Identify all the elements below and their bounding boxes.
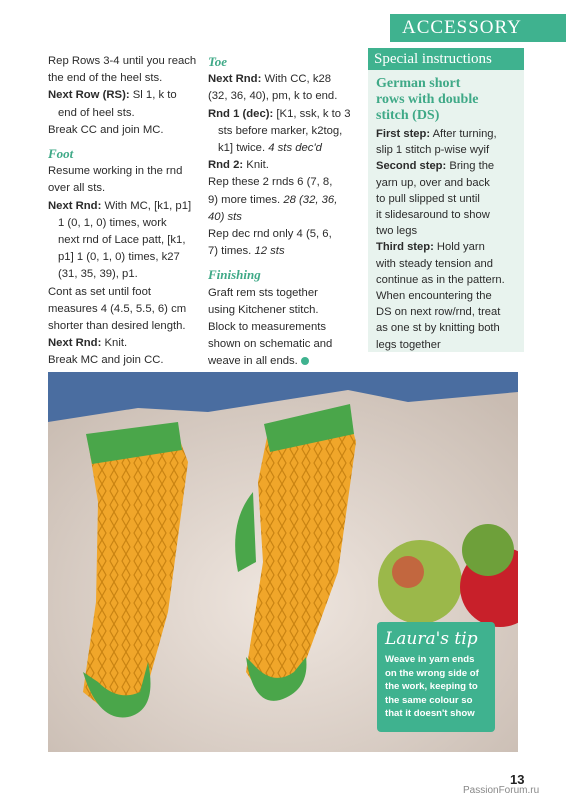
text-line: Sl 1, k to xyxy=(129,89,177,102)
text-line: German short xyxy=(376,76,461,91)
text-line: to pull slipped st until xyxy=(376,192,480,205)
text-line: with steady tension and xyxy=(376,257,493,270)
text-line: measures 4 (4.5, 5.5, 6) cm xyxy=(48,302,187,315)
text-line: over all sts. xyxy=(48,182,106,195)
text-line: Knit. xyxy=(243,159,269,172)
instruction xyxy=(376,126,518,142)
text-line: two legs xyxy=(376,225,418,238)
instruction xyxy=(208,157,358,174)
instruction-label: Next Rnd: xyxy=(48,337,102,350)
text-line: Block to measurements xyxy=(208,321,327,334)
text-line: Graft rem sts together xyxy=(208,286,318,299)
text-line: next rnd of Lace patt, [k1, xyxy=(58,234,186,247)
stitch-count-note: 4 sts dec'd xyxy=(268,142,322,155)
text-line: as one st by knitting both xyxy=(376,322,500,335)
text-line: yarn up, over and back xyxy=(376,176,490,189)
text-line xyxy=(208,192,358,209)
text-line: Resume working in the rnd xyxy=(48,165,183,178)
stitch-count-note: 28 (32, 36, xyxy=(283,193,338,206)
tip-text xyxy=(385,653,487,721)
text-line: Rep these 2 rnds 6 (7, 8, xyxy=(208,176,333,189)
text-line: Rep Rows 3-4 until you reach xyxy=(48,55,197,67)
text-line: k1] twice. xyxy=(218,142,269,155)
text-line xyxy=(208,243,358,260)
text-line: legs together xyxy=(376,338,441,351)
text-line: Break CC and join MC. xyxy=(48,123,164,136)
text-line: 7) times. xyxy=(208,245,255,258)
instruction-label: Rnd 2: xyxy=(208,159,244,172)
text-line: the same colour so xyxy=(385,694,473,706)
text-line: (31, 35, 39), p1. xyxy=(58,268,138,281)
text-line: Break MC and join CC. xyxy=(48,354,164,367)
text-line: slip 1 stitch p-wise wyif xyxy=(376,144,490,157)
special-instructions-title: Special instructions xyxy=(368,48,524,70)
text-line: 9) more times. xyxy=(208,193,284,206)
text-line: Hold yarn xyxy=(433,241,485,254)
special-instructions-box xyxy=(368,48,524,352)
text-line: p1] 1 (0, 1, 0) times, k27 xyxy=(58,251,180,264)
text-line: end of heel sts. xyxy=(58,106,135,119)
special-instructions-body xyxy=(368,70,524,353)
section-heading-foot: Foot xyxy=(48,146,74,162)
text-line: sts before marker, k2tog, xyxy=(218,124,343,137)
text-line: Bring the xyxy=(446,160,495,173)
instruction xyxy=(376,158,518,174)
step-label: Second step: xyxy=(376,160,447,173)
text-line: Cont as set until foot xyxy=(48,285,151,298)
stitch-count-note: 40) sts xyxy=(208,210,242,223)
text-line: rows with double xyxy=(376,92,479,107)
end-mark-icon xyxy=(301,357,309,365)
text-line xyxy=(208,140,358,157)
stitch-count-note: 12 sts xyxy=(254,245,285,258)
special-subtitle xyxy=(376,76,518,124)
column-1 xyxy=(48,53,203,370)
section-heading-finishing: Finishing xyxy=(208,267,261,283)
instruction-label: Rnd 1 (dec): xyxy=(208,107,274,120)
text-line: the end of the heel sts. xyxy=(48,72,163,85)
text-line: After turning, xyxy=(430,128,497,140)
text-line: When encountering the xyxy=(376,290,492,303)
text-line xyxy=(208,209,358,226)
section-header: ACCESSORY xyxy=(390,14,566,42)
text-line: DS on next row/rnd, treat xyxy=(376,306,501,319)
text-line: 1 (0, 1, 0) times, work xyxy=(58,216,167,229)
page-number: 13 xyxy=(510,772,525,787)
text-line: Weave in yarn ends xyxy=(385,654,475,665)
text-line: shorter than desired length. xyxy=(48,320,186,333)
instruction xyxy=(208,71,358,88)
text-line: it slidesaround to show xyxy=(376,209,490,222)
column-2 xyxy=(208,53,358,371)
text-line: Knit. xyxy=(101,337,128,350)
text-line: shown on schematic and xyxy=(208,338,333,351)
section-heading-toe: Toe xyxy=(208,54,228,69)
step-label: First step: xyxy=(376,128,431,140)
instruction xyxy=(48,87,203,104)
instruction-label: Next Rnd: xyxy=(48,199,102,212)
text-line: With MC, [k1, p1] xyxy=(101,199,192,212)
text-line: (32, 36, 40), pm, k to end. xyxy=(208,90,338,103)
instruction-label: Next Rnd: xyxy=(208,73,262,86)
text-line: the work, keeping to xyxy=(385,681,478,692)
source-credit: PassionForum.ru xyxy=(463,785,540,796)
text-line: With CC, k28 xyxy=(261,73,332,86)
text-line: using Kitchener stitch. xyxy=(208,303,319,316)
tip-title: Laura's tip xyxy=(385,629,478,649)
text-line: that it doesn't show xyxy=(385,708,475,719)
text-line: [K1, ssk, k to 3 xyxy=(273,107,351,120)
instruction-label: Next Row (RS): xyxy=(48,89,130,102)
text-line: stitch (DS) xyxy=(376,108,440,123)
text-line xyxy=(208,353,358,370)
step-label: Third step: xyxy=(376,241,434,254)
instruction xyxy=(48,335,203,352)
text-line: Rep dec rnd only 4 (5, 6, xyxy=(208,228,332,241)
text-line: weave in all ends. xyxy=(208,355,298,368)
text-line: on the wrong side of xyxy=(385,667,479,679)
instruction xyxy=(376,239,518,255)
instruction xyxy=(208,106,358,123)
tip-box xyxy=(377,622,495,732)
text-line: continue as in the pattern. xyxy=(376,273,505,286)
instruction xyxy=(48,198,203,215)
